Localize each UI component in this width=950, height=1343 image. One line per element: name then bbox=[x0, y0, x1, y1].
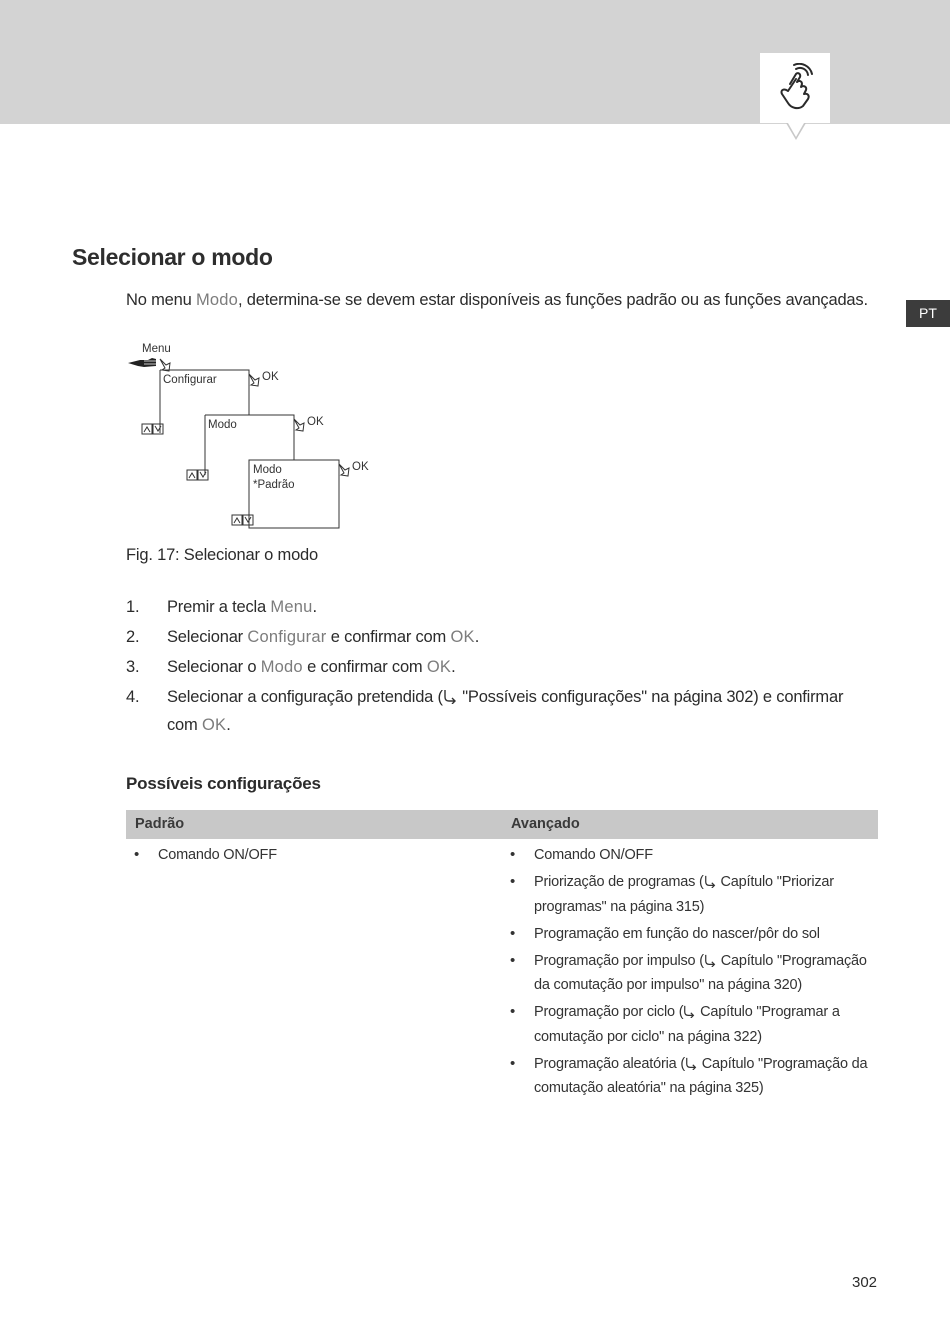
step-keyword: Menu bbox=[270, 598, 313, 616]
list-item bbox=[502, 950, 878, 997]
cross-reference-arrow-icon bbox=[704, 952, 717, 975]
language-tab[interactable]: PT bbox=[906, 300, 950, 327]
intro-text-pre: No menu bbox=[126, 291, 196, 309]
step-item bbox=[126, 654, 866, 680]
step-item bbox=[126, 624, 866, 650]
step-number: 4. bbox=[126, 688, 140, 706]
step-text: Premir a tecla bbox=[167, 598, 271, 616]
diagram-modo-label: Modo bbox=[253, 464, 282, 476]
figure-caption: Fig. 17: Selecionar o modo bbox=[126, 546, 318, 564]
diagram-modo-label: Modo bbox=[208, 419, 237, 431]
list-item-text: Priorização de programas ( bbox=[534, 874, 704, 890]
list-item: • Programação em função do nascer/pôr do sol bbox=[502, 923, 878, 946]
intro-keyword: Modo bbox=[195, 291, 239, 309]
step-text: e confirmar com bbox=[326, 628, 451, 646]
step-text: . bbox=[226, 716, 231, 734]
diagram-ok-label: OK bbox=[352, 461, 369, 473]
cross-reference-arrow-icon bbox=[704, 873, 717, 896]
step-text: Selecionar bbox=[167, 628, 248, 646]
column-header-standard: Padrão bbox=[135, 816, 185, 832]
steps-list bbox=[126, 594, 866, 742]
cross-reference-arrow-icon bbox=[685, 1055, 698, 1078]
settings-table bbox=[126, 810, 878, 1096]
diagram-configurar-label: Configurar bbox=[163, 374, 217, 386]
diagram-menu-label: Menu bbox=[142, 343, 171, 355]
cross-reference-arrow-icon bbox=[443, 686, 458, 712]
step-keyword: OK bbox=[201, 716, 227, 734]
step-item bbox=[126, 594, 866, 620]
cross-reference-link[interactable]: Capítulo "Programação da comutação aleatória" na página 325) bbox=[534, 1055, 868, 1096]
step-text: Selecionar a configuração pretendida ( bbox=[167, 688, 443, 706]
section-title: Selecionar o modo bbox=[72, 244, 273, 270]
step-text: e confirmar com bbox=[302, 658, 427, 676]
list-item-text: Programação por impulso ( bbox=[534, 952, 704, 969]
step-keyword: Modo bbox=[260, 658, 303, 676]
step-text: . bbox=[474, 628, 480, 646]
cross-reference-arrow-icon bbox=[683, 1003, 696, 1026]
step-number: 1. bbox=[126, 598, 140, 616]
diagram-ok-label: OK bbox=[262, 371, 279, 383]
standard-column bbox=[126, 844, 496, 871]
diagram-ok-label: OK bbox=[307, 416, 324, 428]
list-item-text: Programação aleatória ( bbox=[534, 1055, 685, 1072]
step-item bbox=[126, 684, 866, 738]
intro-text-post: , determina-se se devem estar disponíveis as funções padrão ou as funções avançadas. bbox=[238, 291, 868, 309]
list-item bbox=[502, 1001, 878, 1048]
cross-reference-link[interactable]: Capítulo "Programação da comutação por impulso" na página 320) bbox=[534, 952, 867, 993]
column-header-advanced: Avançado bbox=[511, 816, 580, 832]
step-keyword: OK bbox=[450, 628, 475, 646]
page-number: 302 bbox=[852, 1274, 878, 1291]
list-item bbox=[502, 1053, 878, 1100]
cross-reference-link[interactable]: Capítulo "Priorizar programas" na página 315) bbox=[534, 874, 834, 915]
step-number: 2. bbox=[126, 628, 140, 646]
cross-reference-link[interactable]: Capítulo "Programar a comutação por ciclo" na página 322) bbox=[534, 1004, 840, 1045]
touch-hand-icon bbox=[774, 63, 816, 113]
list-item-text: Programação por ciclo ( bbox=[534, 1004, 684, 1020]
step-text: . bbox=[312, 598, 317, 616]
step-number: 3. bbox=[126, 658, 140, 676]
diagram-padrao-label: *Padrão bbox=[253, 479, 295, 491]
settings-subheading: Possíveis configurações bbox=[126, 774, 321, 793]
step-text: . bbox=[451, 658, 456, 676]
pointing-hand-icon bbox=[128, 358, 156, 367]
step-keyword: Configurar bbox=[247, 628, 327, 646]
advanced-column bbox=[502, 844, 878, 1104]
list-item bbox=[502, 871, 878, 918]
header-icon-box bbox=[760, 53, 830, 123]
icon-pointer bbox=[788, 123, 804, 137]
list-item: • Comando ON/OFF bbox=[502, 844, 878, 867]
cross-reference-link[interactable]: "Possíveis configurações" na página 302) e confirmar com bbox=[167, 688, 844, 734]
step-text: Selecionar o bbox=[167, 658, 261, 676]
table-header bbox=[126, 810, 878, 839]
intro-paragraph bbox=[126, 291, 868, 310]
menu-navigation-diagram bbox=[126, 335, 386, 535]
list-item: • Comando ON/OFF bbox=[126, 844, 496, 867]
up-down-keys-icon bbox=[142, 424, 253, 525]
step-keyword: OK bbox=[426, 658, 452, 676]
